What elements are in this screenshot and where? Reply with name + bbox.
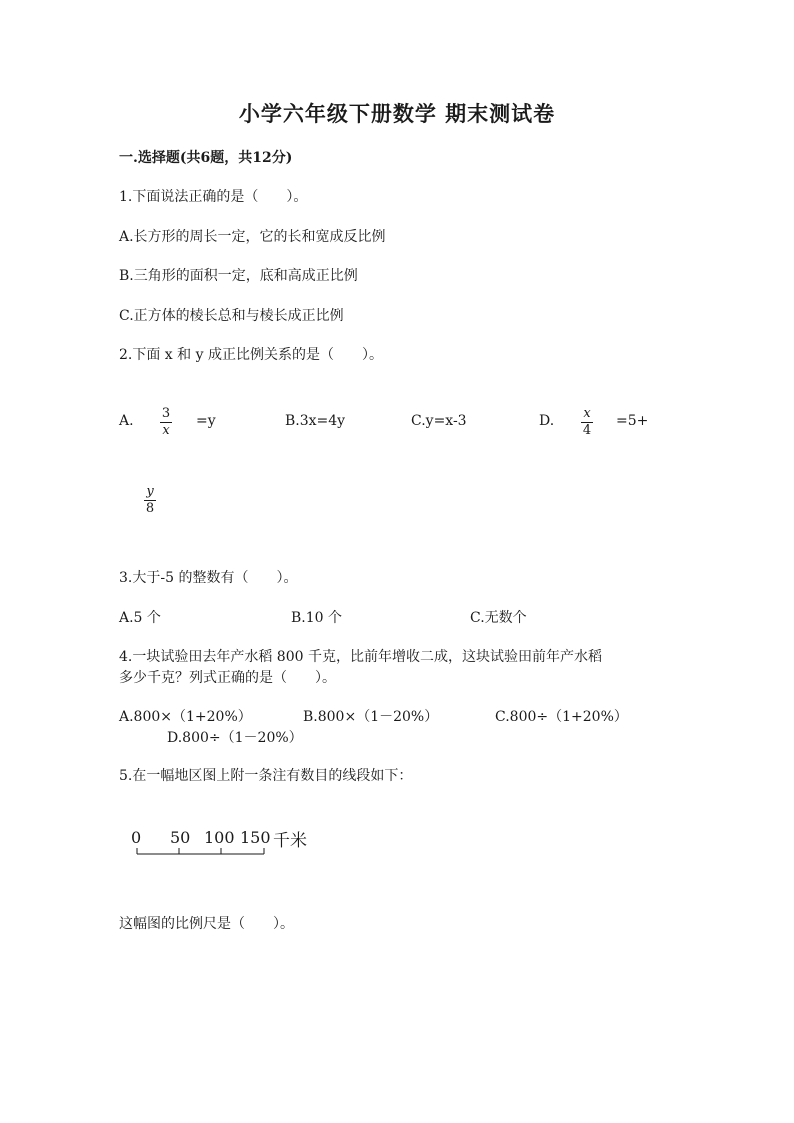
- fraction-denominator: x: [162, 423, 170, 438]
- section-heading: 一.选择题(共6题，共12分): [119, 150, 293, 166]
- q1-option-b: B.三角形的面积一定，底和高成正比例: [119, 268, 358, 284]
- q1-option-a: A.长方形的周长一定，它的长和宽成反比例: [119, 229, 386, 245]
- scale-label-100: 100: [204, 828, 235, 847]
- q4-stem-line1: 4.一块试验田去年产水稻 800 千克，比前年增收二成，这块试验田前年产水稻: [119, 649, 602, 665]
- q2-option-d-fraction: [580, 406, 594, 439]
- page-title: 小学六年级下册数学 期末测试卷: [238, 101, 556, 126]
- q5-stem: 5.在一幅地区图上附一条注有数目的线段如下：: [119, 768, 413, 784]
- scale-label-150: 150: [240, 828, 271, 847]
- fraction-denominator: 8: [145, 501, 155, 516]
- q3-stem: 3.大于-5 的整数有（ ）。: [119, 570, 298, 586]
- fraction-numerator: y: [146, 484, 154, 499]
- q1-option-c: C.正方体的棱长总和与棱长成正比例: [119, 308, 344, 324]
- q4-option-b: B.800×（1－20%）: [303, 709, 439, 725]
- q2-option-a-fraction: [159, 406, 173, 439]
- q3-option-a: A.5 个: [119, 610, 161, 626]
- q4-option-d: D.800÷（1－20%）: [167, 730, 303, 746]
- scale-label-0: 0: [131, 828, 142, 847]
- q2-stem: 2.下面 x 和 y 成正比例关系的是（ ）。: [119, 347, 383, 363]
- q4-option-a: A.800×（1+20%）: [119, 709, 252, 725]
- q2-option-a-tail: =y: [196, 413, 216, 429]
- q2-option-d-label: D.: [539, 413, 555, 429]
- q5-followup: 这幅图的比例尺是（ ）。: [119, 916, 294, 932]
- fraction-numerator: x: [583, 406, 591, 421]
- scale-label-50: 50: [170, 828, 191, 847]
- q4-stem-line2: 多少千克？列式正确的是（ ）。: [119, 670, 336, 686]
- q3-option-b: B.10 个: [291, 610, 343, 626]
- fraction-numerator: 3: [161, 406, 171, 421]
- q2-option-b: B.3x=4y: [285, 413, 346, 429]
- q4-option-c: C.800÷（1+20%）: [495, 709, 628, 725]
- fraction-denominator: 4: [582, 423, 592, 438]
- scale-line: [130, 846, 270, 858]
- q2-option-c: C.y=x-3: [411, 413, 467, 429]
- q3-option-c: C.无数个: [470, 610, 527, 626]
- q2-option-a-label: A.: [119, 413, 134, 429]
- q1-stem: 1.下面说法正确的是（ ）。: [119, 189, 308, 205]
- q2-option-d-tail: =5+: [616, 413, 649, 429]
- scale-unit-label: 千米: [273, 831, 307, 851]
- q2-option-d-fraction-2: [143, 484, 157, 517]
